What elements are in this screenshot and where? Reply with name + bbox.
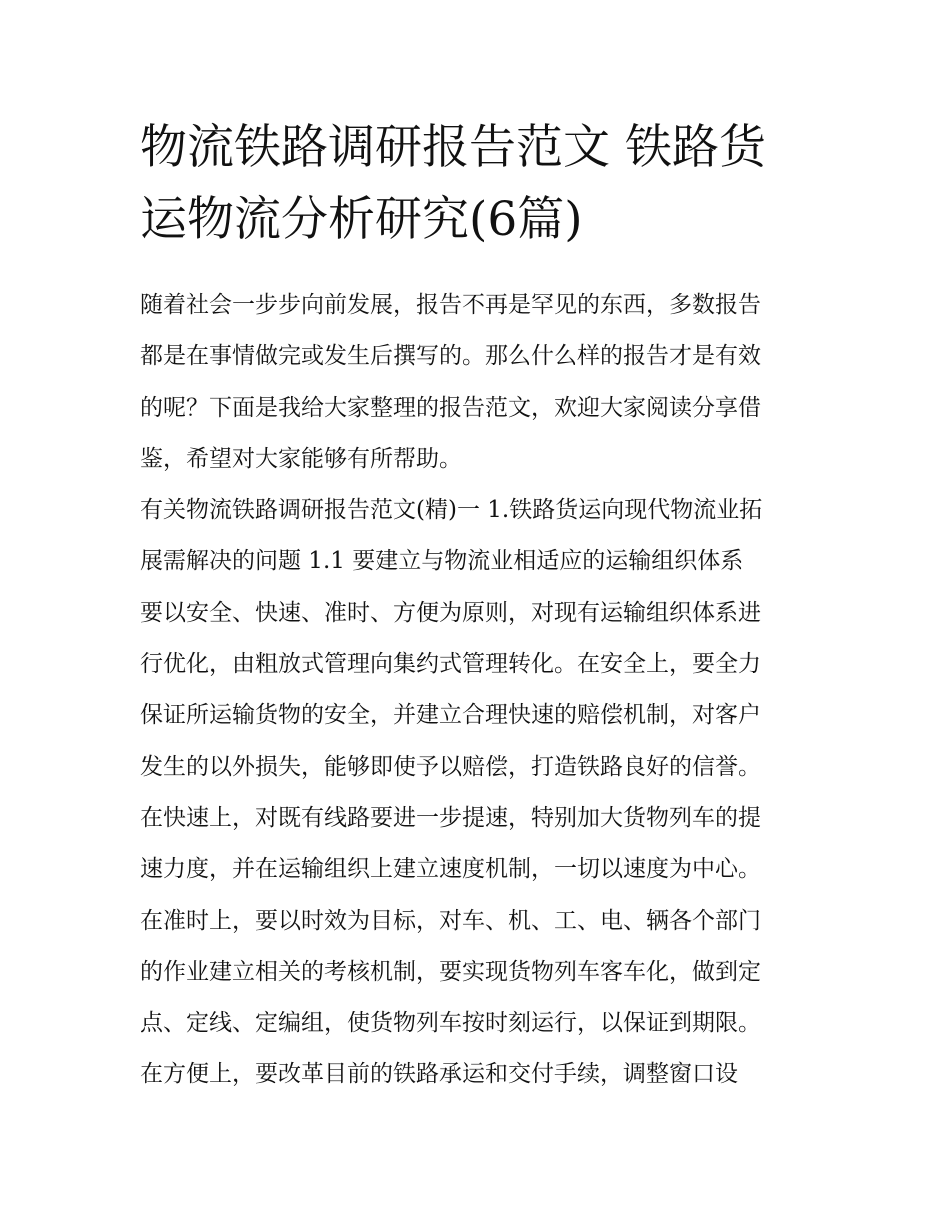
body-line: 鉴，希望对大家能够有所帮助。 [140, 445, 462, 472]
body-line: 随着社会一步步向前发展，报告不再是罕见的东西，多数报告 [140, 292, 761, 318]
body-line: 的作业建立相关的考核机制，要实现货物列车客车化，做到定 [140, 958, 761, 985]
body-line: 在准时上，要以时效为目标，对车、机、工、电、辆各个部门 [140, 907, 761, 934]
document-title [140, 112, 820, 256]
body-line: 速力度，并在运输组织上建立速度机制，一切以速度为中心。 [140, 856, 761, 883]
body-line: 都是在事情做完或发生后撰写的。那么什么样的报告才是有效 [140, 343, 761, 370]
body-line: 保证所运输货物的安全，并建立合理快速的赔偿机制，对客户 [140, 702, 761, 729]
body-line: 要以安全、快速、准时、方便为原则，对现有运输组织体系进 [140, 599, 761, 626]
body-line: 行优化，由粗放式管理向集约式管理转化。在安全上，要全力 [140, 651, 761, 678]
document-body [140, 280, 830, 1101]
body-line: 在方便上，要改革目前的铁路承运和交付手续，调整窗口设 [140, 1061, 738, 1088]
body-line: 发生的以外损失，能够即使予以赔偿，打造铁路良好的信誉。 [140, 753, 761, 780]
body-line: 展需解决的问题 1.1 要建立与物流业相适应的运输组织体系 [140, 548, 744, 575]
body-line: 有关物流铁路调研报告范文(精)一 1.铁路货运向现代物流业拓 [140, 497, 763, 524]
title-line: 物流铁路调研报告范文 铁路货 [140, 120, 766, 175]
body-line: 的呢？下面是我给大家整理的报告范文，欢迎大家阅读分享借 [140, 394, 761, 421]
body-line: 点、定线、定编组，使货物列车按时刻运行，以保证到期限。 [140, 1010, 761, 1037]
title-line: 运物流分析研究(6篇) [140, 192, 583, 247]
body-line: 在快速上，对既有线路要进一步提速，特别加大货物列车的提 [140, 804, 761, 831]
